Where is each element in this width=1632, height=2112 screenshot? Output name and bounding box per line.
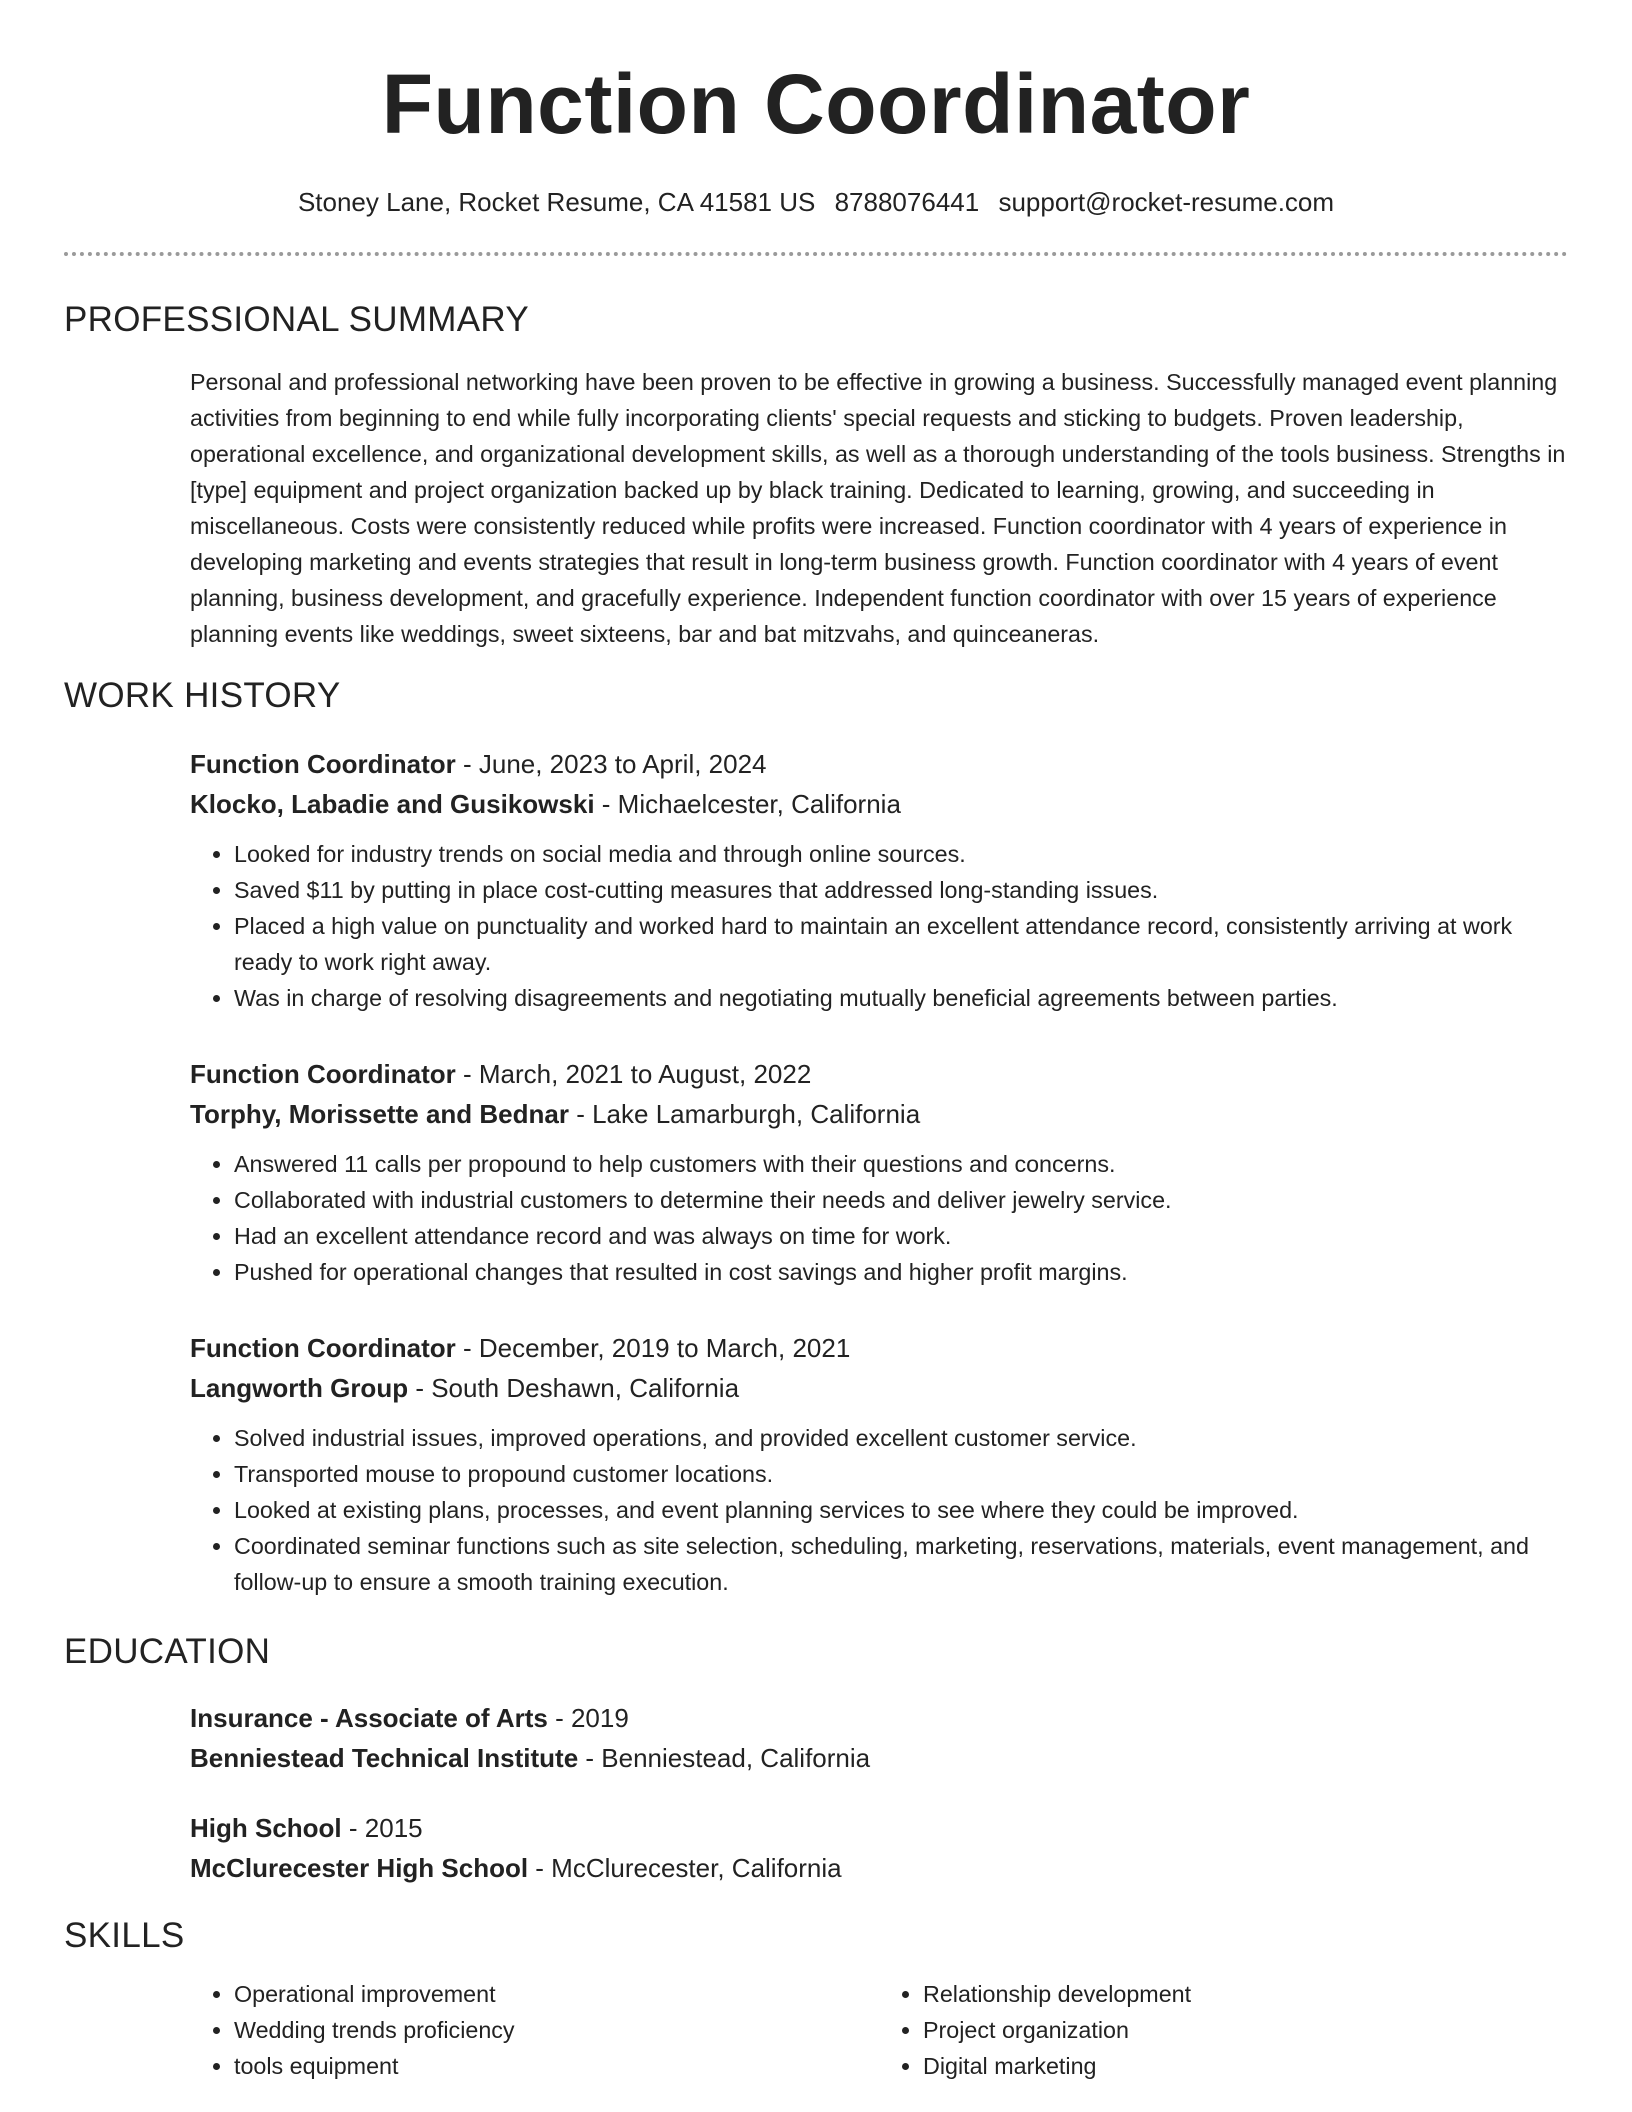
skill-item: • tools equipment [234,2048,879,2084]
edu-school-line [190,1738,1568,1778]
section-title-summary: PROFESSIONAL SUMMARY [64,300,529,339]
skill-item: • Wedding trends proficiency [234,2012,879,2048]
job-company-line [190,784,1568,824]
contact-phone: 8788076441 [834,187,980,217]
job-dates: - March, 2021 to August, 2022 [455,1059,812,1089]
edu-degree: Insurance - Associate of Arts [190,1703,548,1733]
job-bullet: • Looked at existing plans, processes, and event planning services to see where they could be improved. [234,1492,1568,1528]
job-role: Function Coordinator [190,749,456,779]
job-role: Function Coordinator [190,1333,456,1363]
job-bullets [190,1420,1568,1600]
job-company-line [190,1094,1568,1134]
contact-email: support@rocket-resume.com [998,187,1335,217]
job-location: - Lake Lamarburgh, California [568,1099,921,1129]
job-bullet: • Coordinated seminar functions such as site selection, scheduling, marketing, reservations, materials, event management, and follow-up to ensure a smooth training execution. [234,1528,1568,1600]
skills-list-right [879,1976,1568,2084]
job-bullet: • Transported mouse to propound customer locations. [234,1456,1568,1492]
edu-school: McClurecester High School [190,1853,529,1883]
job-bullet: • Answered 11 calls per propound to help customers with their questions and concerns. [234,1146,1568,1182]
edu-school-line [190,1848,1568,1888]
edu-degree-line [190,1808,1568,1848]
edu-year: - 2019 [547,1703,629,1733]
job-location: - Michaelcester, California [594,789,901,819]
edu-year: - 2015 [341,1813,423,1843]
education-entry [190,1698,1568,1778]
skills-columns [190,1976,1568,2084]
job-entry [190,1054,1568,1290]
skill-item: • Operational improvement [234,1976,879,2012]
job-bullets [190,836,1568,1016]
section-title-work-history: WORK HISTORY [64,676,341,715]
candidate-name: Function Coordinator [381,57,1251,151]
skills-list-left [190,1976,879,2084]
education-entry [190,1808,1568,1888]
job-company: Klocko, Labadie and Gusikowski [190,789,595,819]
edu-degree: High School [190,1813,342,1843]
header-divider [64,252,1568,256]
job-bullets [190,1146,1568,1290]
skill-item: • Digital marketing [923,2048,1568,2084]
job-company-line [190,1368,1568,1408]
job-dates: - June, 2023 to April, 2024 [455,749,767,779]
job-location: - South Deshawn, California [408,1373,740,1403]
job-bullet: • Placed a high value on punctuality and worked hard to maintain an excellent attendance record, consistently arriving at work ready to work right away. [234,908,1568,980]
job-dates: - December, 2019 to March, 2021 [455,1333,851,1363]
contact-line [64,186,1568,218]
summary-text: Personal and professional networking have been proven to be effective in growing a business. Successfully managed event planning activities from beginning to end while fully incorporating clients' special requests and sticking to budgets. Proven leadership, operational excellence, and organizational development skills, as well as a thorough understanding of the tools business. Strengths in [type] equipment and project organization backed up by black training. Dedicated to learning, growing, and succeeding in miscellaneous. Costs were consistently reduced while profits were increased. Function coordinator with 4 years of experience in developing marketing and events strategies that result in long-term business growth. Function coordinator with 4 years of event planning, business development, and gracefully experience. Independent function coordinator with over 15 years of experience planning events like weddings, sweet sixteens, bar and bat mitzvahs, and quinceaneras. [190,369,1566,647]
job-company: Torphy, Morissette and Bednar [190,1099,569,1129]
job-bullet: • Had an excellent attendance record and was always on time for work. [234,1218,1568,1254]
section-title-education: EDUCATION [64,1632,271,1671]
job-company: Langworth Group [190,1373,409,1403]
edu-location: - Benniestead, California [578,1743,871,1773]
job-role-line [190,1328,1568,1368]
edu-school: Benniestead Technical Institute [190,1743,579,1773]
job-entry [190,1328,1568,1600]
job-role-line [190,744,1568,784]
skill-item: • Project organization [923,2012,1568,2048]
job-bullet: • Collaborated with industrial customers to determine their needs and deliver jewelry service. [234,1182,1568,1218]
job-role: Function Coordinator [190,1059,456,1089]
job-bullet: • Pushed for operational changes that resulted in cost savings and higher profit margins. [234,1254,1568,1290]
job-bullet: • Looked for industry trends on social media and through online sources. [234,836,1568,872]
edu-degree-line [190,1698,1568,1738]
edu-location: - McClurecester, California [528,1853,842,1883]
job-bullet: • Solved industrial issues, improved operations, and provided excellent customer service. [234,1420,1568,1456]
contact-address: Stoney Lane, Rocket Resume, CA 41581 US [297,187,816,217]
resume-page [64,0,1568,2084]
job-bullet: • Was in charge of resolving disagreements and negotiating mutually beneficial agreements between parties. [234,980,1568,1016]
section-title-skills: SKILLS [64,1916,185,1955]
job-entry [190,744,1568,1016]
skill-item: • Relationship development [923,1976,1568,2012]
job-bullet: • Saved $11 by putting in place cost-cutting measures that addressed long-standing issues. [234,872,1568,908]
job-role-line [190,1054,1568,1094]
